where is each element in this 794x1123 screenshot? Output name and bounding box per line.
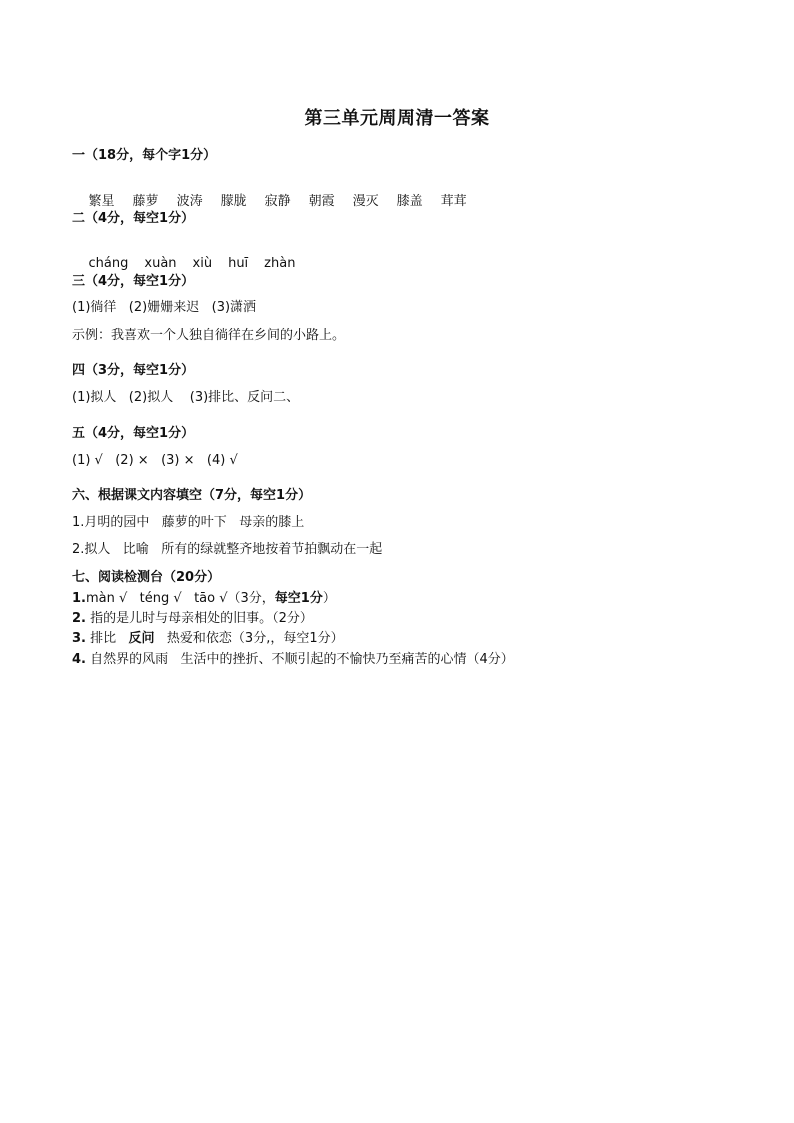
answer-text: 指的是儿时与母亲相处的旧事。（2分） [85,611,313,626]
section-7-answer-4 [72,651,514,669]
answer-emphasis: 反问 [128,631,155,646]
answer-emphasis: 每空1分 [274,591,323,606]
word: 朝霞 [308,194,335,209]
section-7-heading: 七、阅读检测台（20分） [72,570,221,585]
answer-text-end: 热爱和依恋（3分,，每空1分） [154,631,344,646]
page-title: 第三单元周周清一答案 [304,108,490,129]
word: 朦胧 [220,194,247,209]
pinyin-item: zhàn [264,256,296,271]
word: 繁星 [88,194,115,209]
section-5-answers: (1) √ (2) × (3) × (4) √ [72,453,238,468]
section-2-heading: 二（4分，每空1分） [72,211,195,226]
answer-text: 自然界的风雨 生活中的挫折、不顺引起的不愉快乃至痛苦的心情（4分） [85,652,514,667]
section-3-example: 示例：我喜欢一个人独自徜徉在乡间的小路上。 [72,328,346,343]
word: 茸茸 [440,194,467,209]
pinyin-item: xuàn [144,256,177,271]
section-4-answers: (1)拟人 (2)拟人 (3)排比、反问二、 [72,390,300,405]
answer-text: 排比 [85,631,129,646]
section-7-answer-2 [72,610,313,628]
section-7-answer-1 [72,590,336,608]
word: 漫灭 [352,194,379,209]
word: 藤萝 [132,194,159,209]
answer-number: 4. [72,652,86,667]
word: 膝盖 [396,194,423,209]
answer-text-end: ） [322,591,336,606]
section-3-answers: (1)徜徉 (2)姗姗来迟 (3)潇洒 [72,300,257,315]
word: 寂静 [264,194,291,209]
pinyin-item: huī [228,256,249,271]
section-3-heading: 三（4分，每空1分） [72,274,195,289]
section-1-heading: 一（18分，每个字1分） [72,148,217,163]
section-6-answer-2: 2.拟人 比喻 所有的绿就整齐地按着节拍飘动在一起 [72,542,383,557]
pinyin-item: cháng [88,256,129,271]
section-6-heading: 六、根据课文内容填空（7分，每空1分） [72,488,312,503]
answer-number: 3. [72,631,86,646]
answer-number: 2. [72,611,86,626]
word: 波涛 [176,194,203,209]
section-6-answer-1: 1.月明的园中 藤萝的叶下 母亲的膝上 [72,515,305,530]
answer-number: 1. [72,591,86,606]
section-7-answer-3 [72,630,344,648]
answer-text: màn √ téng √ tāo √（3分， [85,591,275,606]
section-5-heading: 五（4分，每空1分） [72,426,195,441]
section-4-heading: 四（3分，每空1分） [72,363,195,378]
pinyin-item: xiù [192,256,213,271]
